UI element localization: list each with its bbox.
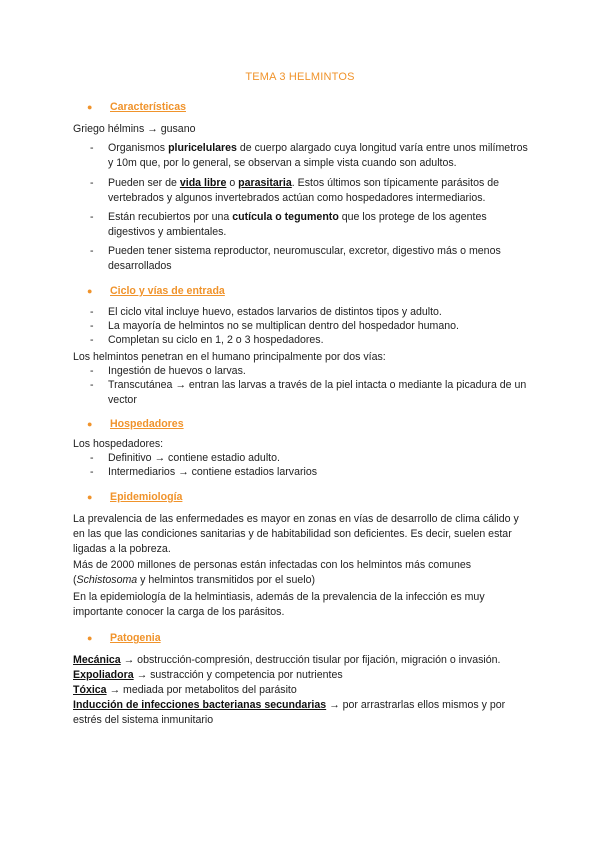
list-item: - Pueden tener sistema reproductor, neuromuscular, excretor, digestivo más o menos desarrollados bbox=[90, 245, 501, 272]
list-item: - Ingestión de huevos o larvas. bbox=[90, 365, 246, 377]
list-item: - El ciclo vital incluye huevo, estados larvarios de distintos tipos y adulto. bbox=[90, 306, 442, 318]
list-item: - Transcutánea → entran las larvas a través de la piel intacta o mediante la picadura de un vector bbox=[90, 379, 527, 406]
list-item: - Pueden ser de vida libre o parasitaria. Estos últimos son típicamente parásitos de vertebrados y algunos invertebrados actúan como hospedadores intermediarios. bbox=[90, 177, 500, 204]
paragraph: Los hospedadores: bbox=[73, 438, 164, 450]
paragraph: Los helmintos penetran en el humano principalmente por dos vías: bbox=[73, 351, 386, 363]
paragraph: En la epidemiología de la helmintiasis, además de la prevalencia de la infección es muy importante conocer la carga de los parásitos. bbox=[73, 591, 485, 618]
paragraph: Inducción de infecciones bacterianas secundarias → por arrastrarlas ellos mismos y por estrés del sistema inmunitario bbox=[73, 699, 506, 726]
page-title: TEMA 3 HELMINTOS bbox=[245, 71, 355, 83]
paragraph: Tóxica → mediada por metabolitos del parásito bbox=[73, 684, 297, 696]
heading-patogenia: ● Patogenia bbox=[87, 632, 161, 644]
paragraph: Más de 2000 millones de personas están infectadas con los helmintos más comunes (Schistosoma y helmintos transmitidos por el suelo) bbox=[73, 559, 472, 586]
list-item: - Definitivo → contiene estadio adulto. bbox=[90, 452, 280, 464]
bullet-icon: ● bbox=[87, 492, 93, 502]
heading-caracteristicas: ● Características bbox=[87, 101, 186, 113]
list-item: - Completan su ciclo en 1, 2 o 3 hospedadores. bbox=[90, 334, 324, 346]
bullet-icon: ● bbox=[87, 633, 93, 643]
list-item: - Organismos pluricelulares de cuerpo alargado cuya longitud varía entre unos milímetros y 10m que, por lo general, se observan a simple vista cuando son adultos. bbox=[90, 142, 528, 169]
list-item: - Intermediarios → contiene estadios larvarios bbox=[90, 466, 318, 478]
heading-ciclo: ● Ciclo y vías de entrada bbox=[87, 285, 225, 297]
paragraph: Mecánica → obstrucción-compresión, destrucción tisular por fijación, migración o invasión. bbox=[73, 654, 501, 666]
list-item: - La mayoría de helmintos no se multiplican dentro del hospedador humano. bbox=[90, 320, 459, 332]
list-item: - Están recubiertos por una cutícula o tegumento que los protege de los agentes digestivos y ambientales. bbox=[90, 211, 487, 238]
bullet-icon: ● bbox=[87, 286, 93, 296]
paragraph: Griego hélmins → gusano bbox=[73, 123, 196, 135]
bullet-icon: ● bbox=[87, 419, 93, 429]
heading-epidemiologia: ● Epidemiología bbox=[87, 491, 183, 503]
heading-hospedadores: ● Hospedadores bbox=[87, 418, 184, 430]
paragraph: La prevalencia de las enfermedades es mayor en zonas en vías de desarrollo de clima cálido y en las que las condiciones sanitarias y de habitabilidad son deficientes. Es decir, suelen estar ligadas a la pobreza. bbox=[73, 513, 519, 555]
bullet-icon: ● bbox=[87, 102, 93, 112]
paragraph: Expoliadora → sustracción y competencia por nutrientes bbox=[73, 669, 343, 681]
